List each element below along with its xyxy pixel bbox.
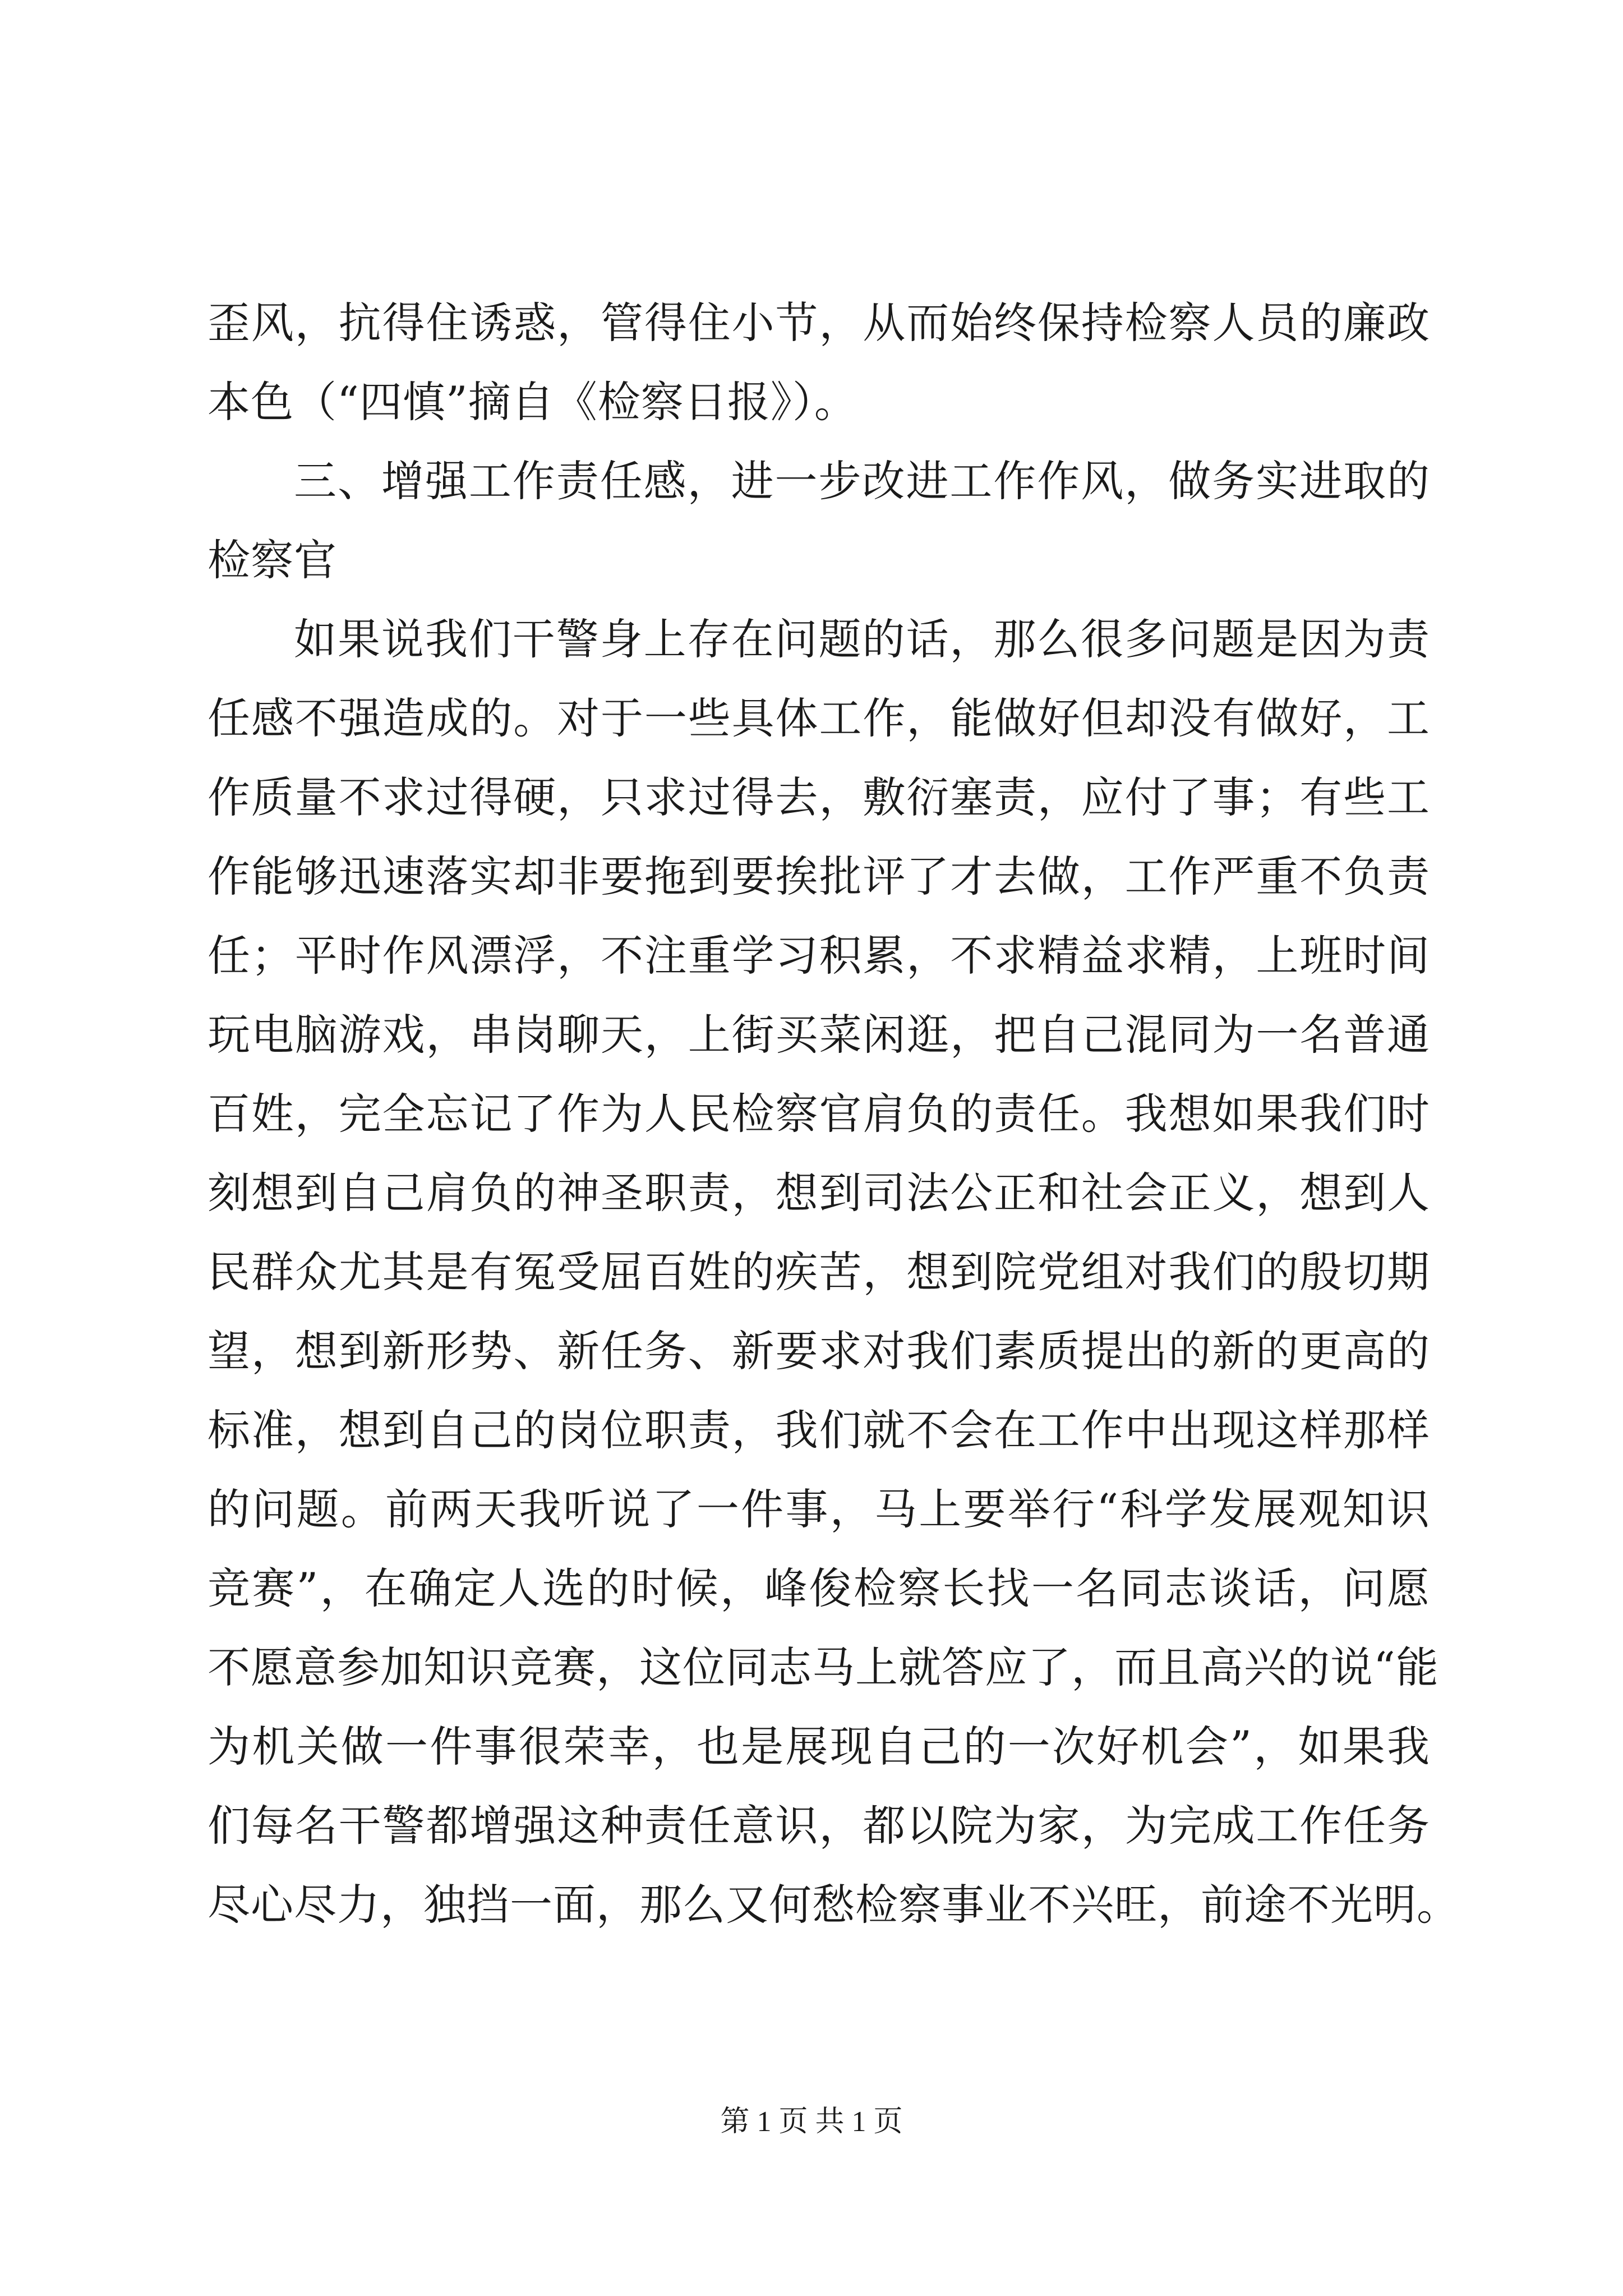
paragraph-3-line-13: 竞赛”，在确定人选的时候，峰俊检察长找一名同志谈话，问愿 (208, 1563, 1430, 1613)
document-body (208, 283, 1460, 1944)
paragraph-1-line-1: 歪风，抗得住诱惑，管得住小节，从而始终保持检察人员的廉政 (208, 298, 1430, 348)
paragraph-3-line-6: 玩电脑游戏，串岗聊天，上街买菜闲逛，把自己混同为一名普通 (208, 1010, 1430, 1060)
paragraph-3-line-4: 作能够迅速落实却非要拖到要挨批评了才去做，工作严重不负责 (208, 852, 1430, 901)
paragraph-3-line-8: 刻想到自己肩负的神圣职责，想到司法公正和社会正义，想到人 (208, 1168, 1430, 1218)
paragraph-3-line-12: 的问题。前两天我听说了一件事，马上要举行“科学发展观知识 (208, 1484, 1430, 1534)
paragraph-3-line-15: 为机关做一件事很荣幸，也是展现自己的一次好机会”，如果我 (208, 1722, 1430, 1772)
paragraph-3-line-3: 作质量不求过得硬，只求过得去，敷衍塞责，应付了事；有些工 (208, 772, 1430, 822)
paragraph-1-line-2: 本色（“四慎”摘自《检察日报》）。 (208, 377, 857, 427)
paragraph-3-line-10: 望，想到新形势、新任务、新要求对我们素质提出的新的更高的 (208, 1326, 1430, 1376)
page-number-footer: 第 1 页 共 1 页 (720, 2106, 903, 2138)
paragraph-3-line-9: 民群众尤其是有冤受屈百姓的疾苦，想到院党组对我们的殷切期 (208, 1247, 1430, 1297)
paragraph-3-line-16: 们每名干警都增强这种责任意识，都以院为家，为完成工作任务 (208, 1801, 1430, 1851)
section-heading-line-1: 三、增强工作责任感，进一步改进工作作风，做务实进取的 (294, 456, 1430, 506)
section-heading-line-2: 检察官 (208, 535, 337, 585)
paragraph-3-line-17: 尽心尽力，独挡一面，那么又何愁检察事业不兴旺，前途不光明。 (208, 1880, 1460, 1930)
paragraph-3-line-1: 如果说我们干警身上存在问题的话，那么很多问题是因为责 (294, 614, 1430, 664)
paragraph-3-line-14: 不愿意参加知识竞赛，这位同志马上就答应了，而且高兴的说“能 (208, 1642, 1439, 1692)
paragraph-3-line-7: 百姓，完全忘记了作为人民检察官肩负的责任。我想如果我们时 (208, 1089, 1430, 1139)
paragraph-3-line-11: 标准，想到自己的岗位职责，我们就不会在工作中出现这样那样 (208, 1405, 1430, 1455)
paragraph-3-line-5: 任；平时作风漂浮，不注重学习积累，不求精益求精，上班时间 (208, 931, 1430, 981)
paragraph-3-line-2: 任感不强造成的。对于一些具体工作，能做好但却没有做好，工 (208, 693, 1430, 743)
